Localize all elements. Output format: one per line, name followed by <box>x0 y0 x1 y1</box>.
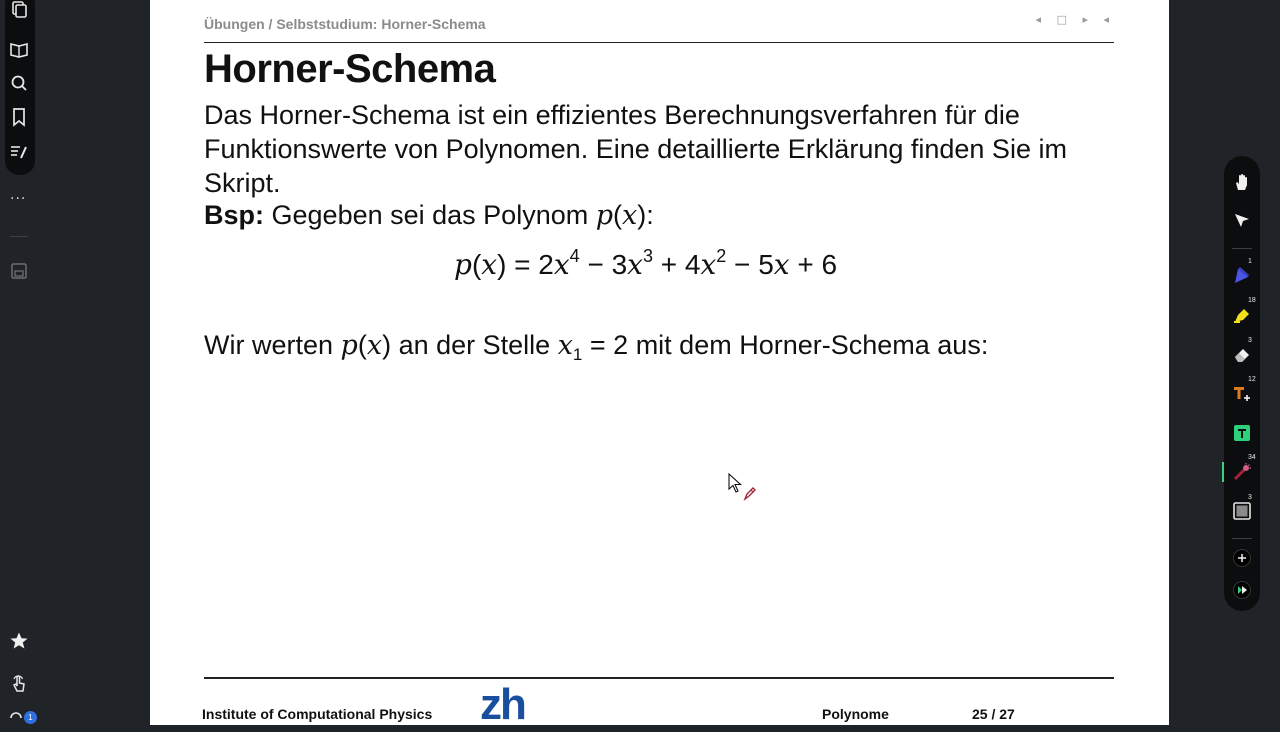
pointer-icon[interactable] <box>1232 211 1252 231</box>
toolbar-divider <box>1232 248 1252 249</box>
save-icon[interactable] <box>9 261 29 281</box>
sidebar-divider <box>10 236 28 237</box>
eraser-count: 3 <box>1248 337 1252 344</box>
pen-cursor-icon <box>742 485 758 501</box>
footer-topic: Polynome <box>822 706 889 722</box>
book-icon[interactable] <box>9 39 29 59</box>
shape-icon[interactable] <box>1232 501 1252 521</box>
notification-badge: 1 <box>24 711 37 724</box>
toolbar-divider <box>1232 538 1252 539</box>
viewer-margin-left <box>38 0 150 725</box>
eval-text-3: = 2 mit dem Horner-Schema aus: <box>589 330 989 360</box>
evaluation-line: Wir werten p(x) an der Stelle $x_1 = 2$ mit dem Horner-Schema aus: <box>204 330 989 364</box>
mouse-cursor-icon <box>728 473 742 493</box>
pen-count: 1 <box>1248 258 1252 265</box>
example-text: Gegeben sei das Polynom <box>271 200 589 230</box>
star-icon[interactable] <box>9 631 29 651</box>
footer-rule <box>204 677 1114 679</box>
laser-pointer-icon[interactable] <box>1232 462 1252 482</box>
inline-math-px: p(x): <box>595 200 654 231</box>
bookmark-icon[interactable] <box>9 107 29 127</box>
record-icon[interactable] <box>1232 580 1252 600</box>
eraser-icon[interactable] <box>1232 344 1252 364</box>
copy-icon[interactable] <box>9 0 29 20</box>
add-tool-icon[interactable] <box>1232 548 1252 568</box>
highlighter-count: 18 <box>1248 297 1256 304</box>
text-add-icon[interactable] <box>1232 384 1252 404</box>
more-menu-icon[interactable]: ··· <box>10 191 27 207</box>
page-number: 25 / 27 <box>972 706 1015 722</box>
laser-count: 34 <box>1248 454 1256 461</box>
breadcrumb: Übungen / Selbststudium: Horner-Schema <box>204 16 486 32</box>
example-label: Bsp: <box>204 200 264 230</box>
active-tool-indicator <box>1222 462 1224 482</box>
header-rule <box>204 42 1114 43</box>
polynomial-formula: $p(x) = 2x^4 - 3x^3 + 4x^2 - 5x + 6$ <box>454 246 838 281</box>
left-sidebar <box>0 0 38 725</box>
eval-text-1: Wir werten <box>204 330 334 360</box>
pen-icon[interactable] <box>1232 265 1252 285</box>
touch-gesture-icon[interactable] <box>9 673 29 693</box>
annotate-list-icon[interactable] <box>9 142 29 162</box>
hand-icon[interactable] <box>1232 172 1252 192</box>
shape-count: 3 <box>1248 494 1252 501</box>
presentation-slide <box>150 0 1169 729</box>
eval-text-2: an der Stelle <box>398 330 551 360</box>
example-line <box>204 200 654 231</box>
footer-institute: Institute of Computational Physics <box>202 706 433 722</box>
textbox-icon[interactable] <box>1232 423 1252 443</box>
search-icon[interactable] <box>9 73 29 93</box>
slide-navigation-icons[interactable]: ◂ □ ▸ ◂ <box>1035 13 1115 26</box>
highlighter-icon[interactable] <box>1232 305 1252 325</box>
text-count: 12 <box>1248 376 1256 383</box>
intro-paragraph: Das Horner-Schema ist ein effizientes Berechnungsverfahren für die Funktionswerte von Polynomen. Eine detaillierte Erklärung finden Sie im Skript. <box>204 100 1067 198</box>
zhaw-logo: zh <box>480 680 525 729</box>
page-title: Horner-Schema <box>204 47 496 91</box>
